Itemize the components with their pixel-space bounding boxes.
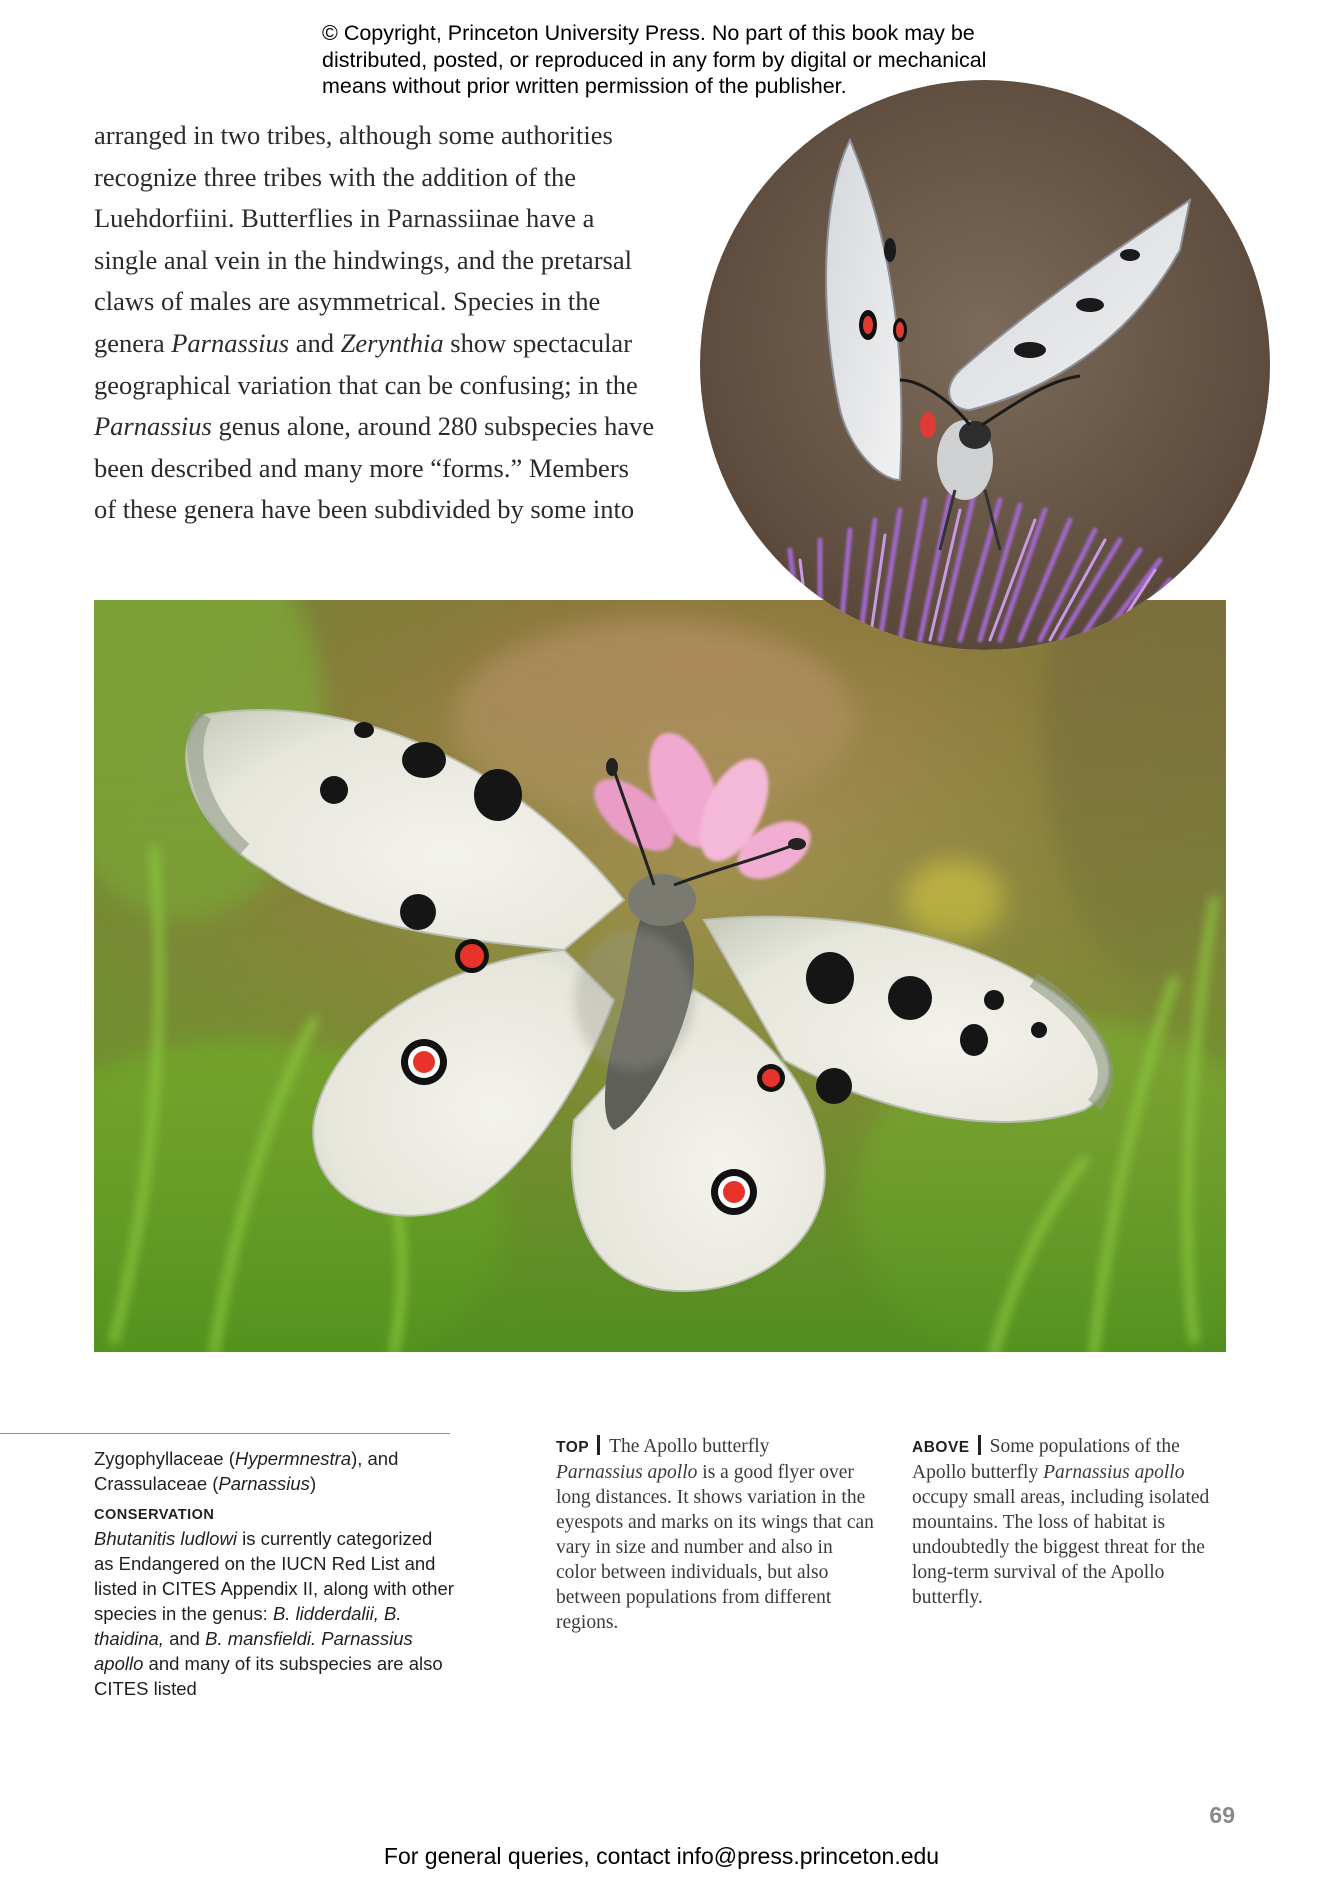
body-line: of these genera have been subdivided by some into xyxy=(94,494,635,525)
conservation-text: Bhutanitis ludlowi is currently categorized as Endangered on the IUCN Red List and listed in CITES Appendix II, along with other species in the genus: B. lidderdalii, B. thaidina, and B. mansfieldi. Parnassius apollo and many of its subspecies are also CITES listed xyxy=(94,1528,454,1699)
caption-bar xyxy=(978,1435,981,1455)
apollo-butterfly-illustration xyxy=(94,600,1226,1352)
body-line: been described and many more “forms.” Members xyxy=(94,452,629,483)
conservation-heading: CONSERVATION xyxy=(94,1507,215,1523)
sidebar-divider xyxy=(0,1433,450,1434)
apollo-thistle-illustration xyxy=(700,80,1270,650)
body-line: arranged in two tribes, although some authorities xyxy=(94,120,613,150)
copyright-line: © Copyright, Princeton University Press. No part of this book may be xyxy=(322,21,975,45)
genus-name: Parnassius xyxy=(171,327,290,358)
species-sidebar xyxy=(94,1446,454,1701)
body-line: Luehdorfiini. Butterflies in Parnassiinae have a xyxy=(94,203,595,234)
genus-name: Zerynthia xyxy=(340,327,444,358)
body-line: Parnassius genus alone, around 280 subspecies have xyxy=(94,411,655,442)
caption-label: TOP xyxy=(556,1439,590,1456)
body-line: single anal vein in the hindwings, and the pretarsal xyxy=(94,244,632,275)
caption-bar xyxy=(597,1435,600,1455)
footer-contact: For general queries, contact info@press.princeton.edu xyxy=(383,1843,940,1869)
body-line: genera Parnassius and Zerynthia show spectacular xyxy=(94,327,633,358)
page-number: 69 xyxy=(1209,1802,1235,1828)
copyright-line: means without prior written permission of the publisher. xyxy=(322,74,847,98)
apollo-on-thistle-photo xyxy=(700,80,1270,650)
caption-above: ABOVE Some populations of the Apollo butterfly Parnassius apollo occupy small areas, including isolated mountains. The loss of habitat is undoubtedly the biggest threat for the long-term survival of the Apollo butterfly. xyxy=(912,1436,1210,1608)
genus-name: Parnassius xyxy=(94,411,212,442)
copyright-line: distributed, posted, or reproduced in any form by digital or mechanical xyxy=(322,47,987,72)
caption-top: TOP The Apollo butterfly Parnassius apollo is a good flyer over long distances. It shows variation in the eyespots and marks on its wings that can vary in size and number and also in color between individuals, but also between populations from different regions. xyxy=(556,1436,874,1633)
body-line: geographical variation that can be confusing; in the xyxy=(94,369,638,400)
host-plants-text: Zygophyllaceae (Hypermnestra), and Crassulaceae (Parnassius) xyxy=(94,1448,399,1494)
body-paragraph xyxy=(94,115,674,531)
caption-label: ABOVE xyxy=(912,1439,970,1456)
apollo-butterfly-photo xyxy=(94,600,1226,1352)
body-line: claws of males are asymmetrical. Species in the xyxy=(94,286,601,317)
body-line: recognize three tribes with the addition of the xyxy=(94,161,576,192)
